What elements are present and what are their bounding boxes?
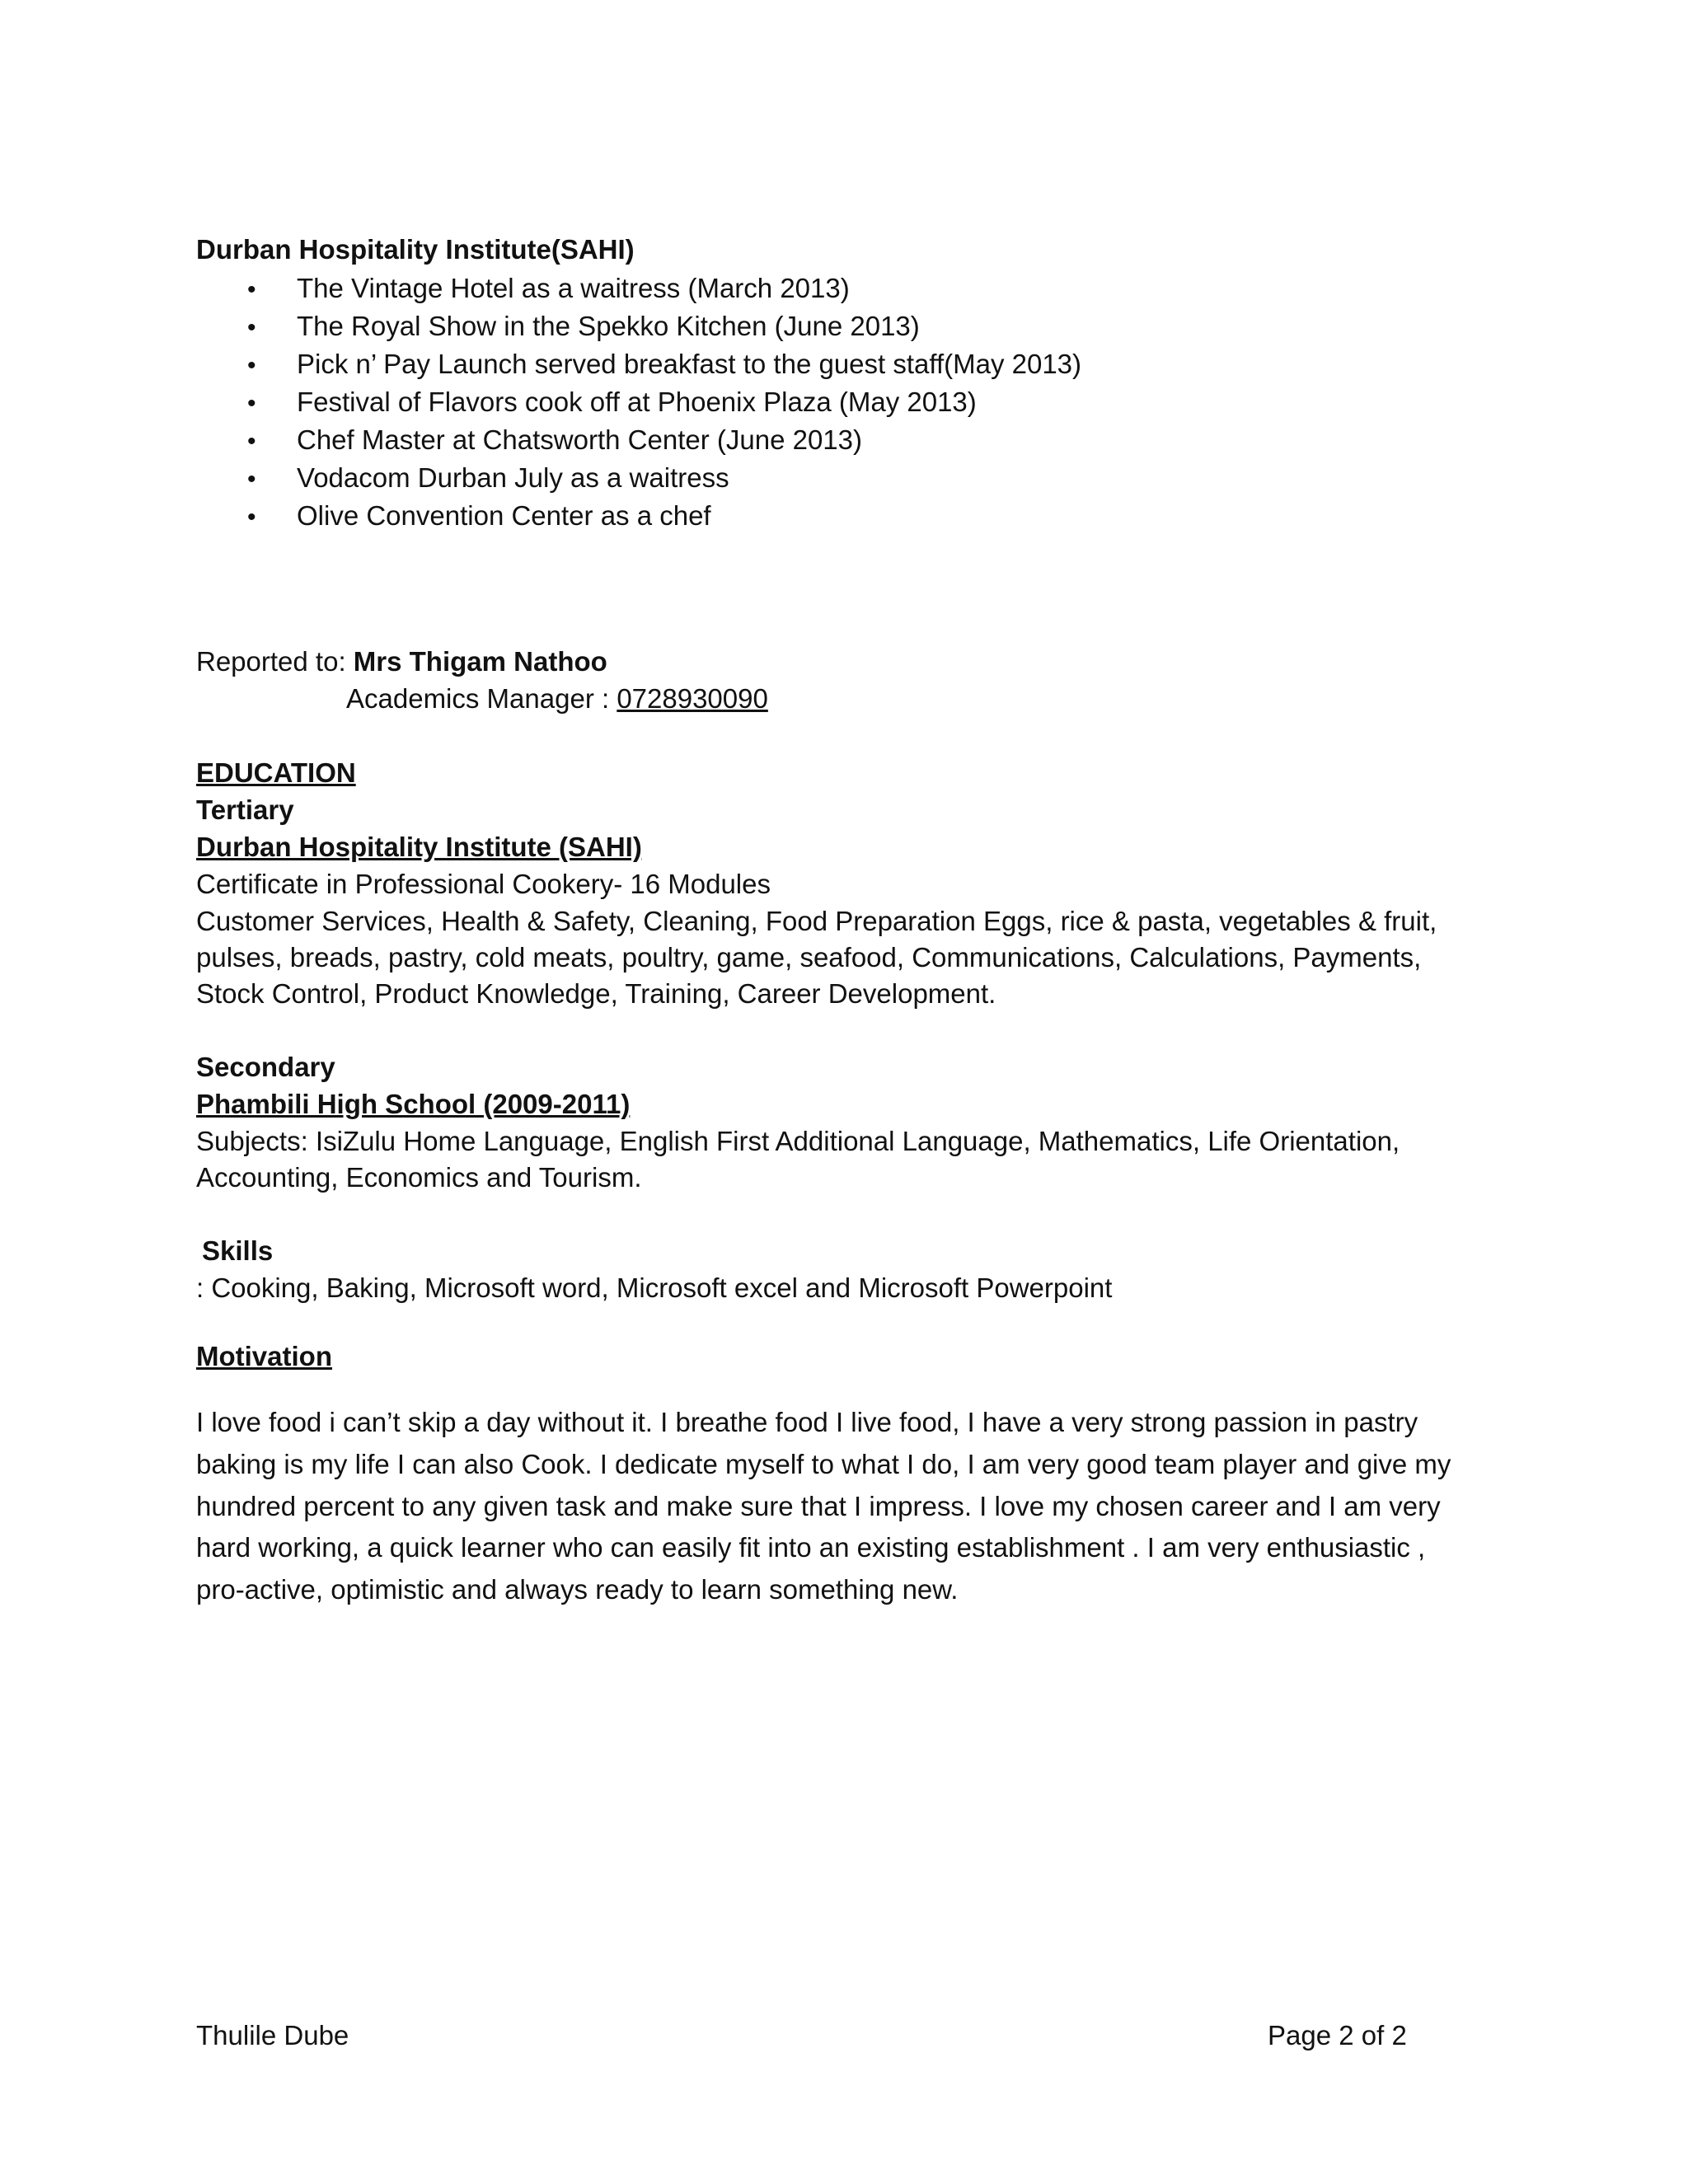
- modules-line: Stock Control, Product Knowledge, Training, Career Development.: [196, 978, 996, 1009]
- section-title: Durban Hospitality Institute(SAHI): [196, 234, 635, 265]
- subjects-line: Subjects: IsiZulu Home Language, English First Additional Language, Mathematics, Life Orientation,: [196, 1126, 1400, 1156]
- reported-label: Reported to:: [196, 646, 354, 677]
- motivation-line: I love food i can’t skip a day without it. I breathe food I live food, I have a very strong passion in pastry: [196, 1407, 1418, 1437]
- tertiary-label: Tertiary: [196, 794, 294, 825]
- secondary-label: Secondary: [196, 1052, 335, 1082]
- modules-line: Customer Services, Health & Safety, Cleaning, Food Preparation Eggs, rice & pasta, vegetables & fruit,: [196, 906, 1437, 936]
- bullet-icon: •: [247, 466, 256, 493]
- bullet-icon: •: [247, 276, 256, 303]
- bullet-icon: •: [247, 352, 256, 379]
- tertiary-institution: Durban Hospitality Institute (SAHI): [196, 832, 642, 862]
- skills-heading: Skills: [202, 1235, 274, 1266]
- footer-page-number: Page 2 of 2: [1268, 2020, 1407, 2050]
- secondary-school: Phambili High School (2009-2011): [196, 1089, 631, 1119]
- bullet-icon: •: [247, 390, 256, 417]
- motivation-line: hard working, a quick learner who can easily fit into an existing establishment . I am very enthusiastic ,: [196, 1532, 1426, 1563]
- list-item: • Festival of Flavors cook off at Phoenix Plaza (May 2013): [247, 386, 977, 420]
- bullet-icon: •: [247, 428, 256, 455]
- bullet-icon: •: [247, 314, 256, 341]
- motivation-line: pro-active, optimistic and always ready to learn something new.: [196, 1574, 959, 1605]
- motivation-line: baking is my life I can also Cook. I dedicate myself to what I do, I am very good team player and give my: [196, 1449, 1451, 1479]
- list-item: • The Vintage Hotel as a waitress (March 2013): [247, 272, 850, 307]
- footer-name: Thulile Dube: [196, 2020, 349, 2050]
- certificate: Certificate in Professional Cookery- 16 Modules: [196, 869, 771, 899]
- list-item: • Pick n’ Pay Launch served breakfast to the guest staff(May 2013): [247, 348, 1081, 382]
- skills-text: : Cooking, Baking, Microsoft word, Microsoft excel and Microsoft Powerpoint: [196, 1272, 1113, 1303]
- reported-role: [346, 682, 768, 715]
- bullet-icon: •: [247, 504, 256, 531]
- subjects-line: Accounting, Economics and Tourism.: [196, 1162, 642, 1193]
- motivation-heading: Motivation: [196, 1341, 332, 1371]
- modules-line: pulses, breads, pastry, cold meats, poultry, game, seafood, Communications, Calculations, Payments,: [196, 942, 1422, 972]
- motivation-line: hundred percent to any given task and make sure that I impress. I love my chosen career and I am very: [196, 1491, 1441, 1521]
- phone-link[interactable]: 0728930090: [617, 683, 768, 714]
- reported-name: Mrs Thigam Nathoo: [353, 646, 607, 677]
- list-item: • Olive Convention Center as a chef: [247, 499, 711, 534]
- list-item: • Chef Master at Chatsworth Center (June 2013): [247, 424, 862, 458]
- role-label: Academics Manager :: [346, 683, 617, 714]
- list-item: • The Royal Show in the Spekko Kitchen (June 2013): [247, 310, 920, 344]
- list-item: • Vodacom Durban July as a waitress: [247, 462, 729, 496]
- reported-to: [196, 645, 607, 678]
- education-heading: EDUCATION: [196, 757, 356, 788]
